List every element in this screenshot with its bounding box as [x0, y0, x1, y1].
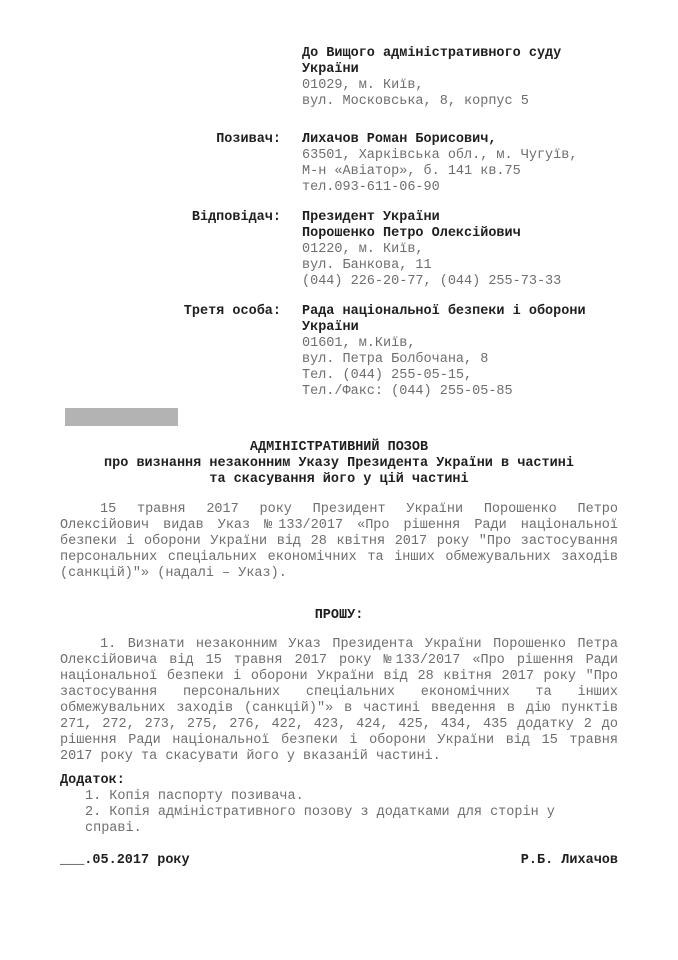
court-label-spacer [60, 46, 302, 110]
request-heading: ПРОШУ: [314, 608, 364, 623]
third-party-phone: Тел. (044) 255-05-15, [302, 368, 473, 383]
attachments-heading: Додаток: [60, 773, 125, 788]
attachment-item: 1. Копія паспорту позивача. [85, 789, 304, 804]
party-value-plaintiff [302, 132, 618, 196]
party-row-plaintiff [60, 132, 618, 196]
court-address-line: вул. Московська, 8, корпус 5 [302, 94, 529, 109]
party-row-third-party [60, 304, 618, 400]
court-address-line: 01029, м. Київ, [302, 78, 424, 93]
third-party-address-line: 01601, м.Київ, [302, 336, 416, 351]
redaction-bar [65, 408, 178, 426]
attachment-item: 2. Копія адміністративного позову з додатками для сторін у справі. [85, 805, 555, 836]
body-paragraph-decree: 15 травня 2017 року Президент України Порошенко Петро Олексійович видав Указ №133/2017 «Про рішення Ради національної безпеки і оборони України від 28 квітня 2017 року "Про застосування персональних спеціальних економічних та інших обмежувальних заходів (санкцій)"» (надалі – Указ). [60, 502, 618, 581]
plaintiff-name: Лихачов Роман Борисович, [302, 132, 497, 147]
document-title-line: про визнання незаконним Указу Президента України в частині [104, 456, 574, 471]
party-label-plaintiff: Позивач: [216, 132, 281, 147]
document-title [60, 440, 618, 488]
court-block [60, 46, 618, 110]
respondent-address-line: вул. Банкова, 11 [302, 258, 432, 273]
body-paragraph-request: 1. Визнати незаконним Указ Президента України Порошенко Петра Олексійовича від 15 травня 2017 року №133/2017 «Про рішення Ради національної безпеки і оборони України від 28 квітня 2017 року "Про застосування персональних спеціальних економічних та інших обмежувальних заходів (санкцій)"» в частині введення в дію пунктів 271, 272, 273, 275, 276, 422, 423, 424, 425, 434, 435 додатку 2 до рішення Ради національної безпеки і оборони України від 15 травня 2017 року та скасувати його у вказаній частині. [60, 637, 618, 764]
document-title-line: АДМІНІСТРАТИВНИЙ ПОЗОВ [249, 440, 429, 455]
party-label-respondent: Відповідач: [191, 210, 281, 225]
party-row-respondent [60, 210, 618, 290]
plaintiff-address-line: 63501, Харківська обл., м. Чугуїв, [302, 148, 578, 163]
third-party-name: Рада національної безпеки і оборони України [302, 304, 586, 335]
plaintiff-address-line: М-н «Авіатор», б. 141 кв.75 [302, 164, 521, 179]
respondent-phones: (044) 226-20-77, (044) 255-73-33 [302, 274, 562, 289]
document-footer [60, 853, 618, 869]
party-label-third-party: Третя особа: [183, 304, 281, 319]
third-party-address-line: вул. Петра Болбочана, 8 [302, 352, 489, 367]
plaintiff-phone: тел.093-611-06-90 [302, 180, 440, 195]
respondent-address-line: 01220, м. Київ, [302, 242, 424, 257]
party-value-respondent [302, 210, 618, 290]
respondent-title: Президент України [302, 210, 440, 225]
third-party-fax: Тел./Факс: (044) 255-05-85 [302, 384, 513, 399]
court-value [302, 46, 618, 110]
court-name: До Вищого адміністративного суду України [302, 46, 562, 77]
respondent-name: Порошенко Петро Олексійович [302, 226, 521, 241]
document-title-line: та скасування його у цій частині [209, 472, 469, 487]
date-line: ___.05.2017 року [60, 853, 190, 868]
signature-name: Р.Б. Лихачов [520, 853, 618, 868]
party-value-third-party [302, 304, 618, 400]
